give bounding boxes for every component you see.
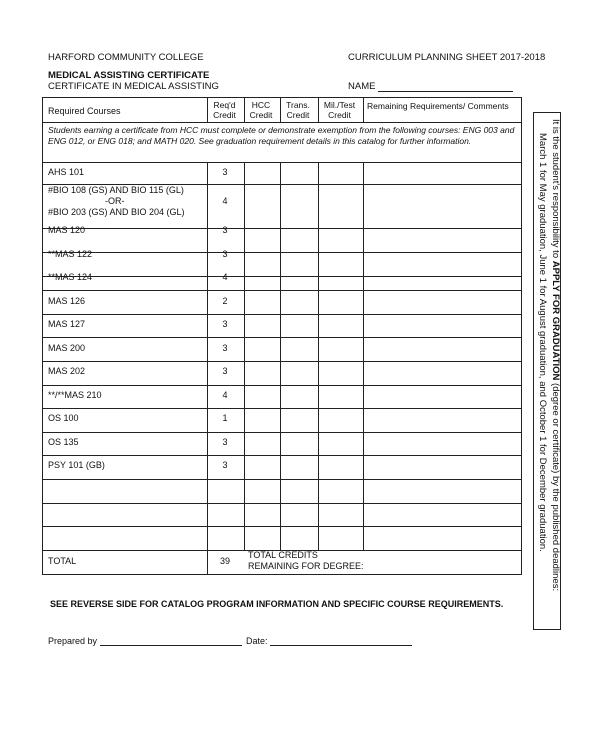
course-credit: 1	[222, 413, 228, 423]
date-field-line[interactable]	[270, 636, 412, 646]
date-label: Date:	[246, 636, 412, 646]
course-table	[42, 97, 522, 575]
course-credit: 3	[222, 460, 228, 470]
course-credit: 3	[222, 343, 228, 353]
graduation-deadline-text: It is the student's responsibility to APPLY FOR GRADUATION (degree or certificate) by the published deadlines: March 1 for May graduation, June 1 for August graduation, and October 1 for December graduation.	[537, 119, 561, 592]
course-credit: 4	[222, 196, 228, 206]
total-credit: 39	[219, 556, 230, 566]
certificate-title: CERTIFICATE IN MEDICAL ASSISTING	[48, 81, 219, 92]
remaining-for-degree-label: REMAINING FOR DEGREE:	[248, 561, 364, 571]
total-credits-label: TOTAL CREDITS	[248, 550, 318, 560]
course-credit: 3	[222, 225, 228, 235]
course-credit: 3	[222, 366, 228, 376]
course-name: AHS 101	[48, 167, 85, 177]
col-reqd-credit: Req'd Credit	[213, 100, 236, 120]
program-title: MEDICAL ASSISTING CERTIFICATE	[48, 70, 210, 81]
course-name: MAS 200	[48, 343, 86, 353]
course-credit: 2	[222, 296, 228, 306]
course-or: -OR-	[105, 196, 125, 206]
requirement-note: Students earning a certificate from HCC must complete or demonstrate exemption from the following courses: ENG 003 and ENG 012, or ENG 018; and MATH 020. See graduation requirement details in this catalog for further information.	[48, 125, 515, 146]
sheet-title: CURRICULUM PLANNING SHEET 2017-2018	[348, 52, 546, 63]
course-name: #BIO 108 (GS) AND BIO 115 (GL)	[48, 185, 184, 195]
name-label: NAME	[348, 81, 513, 92]
course-name: **MAS 122	[48, 249, 93, 259]
col-remaining-comments: Remaining Requirements/ Comments	[367, 101, 509, 111]
name-field-line[interactable]	[378, 82, 513, 92]
course-credit: 3	[222, 319, 228, 329]
college-name: HARFORD COMMUNITY COLLEGE	[48, 52, 204, 63]
total-label: TOTAL	[48, 556, 77, 566]
course-name: OS 100	[48, 413, 79, 423]
course-name: MAS 120	[48, 225, 86, 235]
col-required-courses: Required Courses	[48, 106, 121, 116]
col-hcc-credit: HCC Credit	[249, 100, 273, 120]
course-credit: 4	[222, 390, 228, 400]
col-mil-test-credit: Mil./Test Credit	[323, 100, 356, 120]
prepared-by-field-line[interactable]	[100, 636, 242, 646]
course-name-alt: #BIO 203 (GS) AND BIO 204 (GL)	[48, 207, 185, 217]
course-name: MAS 202	[48, 366, 86, 376]
course-credit: 3	[222, 249, 228, 259]
course-credit: 4	[222, 272, 228, 282]
course-name: PSY 101 (GB)	[48, 460, 105, 470]
course-name: MAS 127	[48, 319, 86, 329]
course-name: OS 135	[48, 437, 79, 447]
reverse-side-note: SEE REVERSE SIDE FOR CATALOG PROGRAM INFORMATION AND SPECIFIC COURSE REQUIREMENTS.	[50, 599, 504, 609]
col-trans-credit: Trans. Credit	[286, 100, 310, 120]
course-name: **MAS 124	[48, 272, 93, 282]
course-name: MAS 126	[48, 296, 86, 306]
course-credit: 3	[222, 437, 228, 447]
course-name: **/**MAS 210	[48, 390, 102, 400]
prepared-by-label: Prepared by	[48, 636, 242, 646]
course-credit: 3	[222, 167, 228, 177]
graduation-deadline-box	[533, 112, 561, 630]
